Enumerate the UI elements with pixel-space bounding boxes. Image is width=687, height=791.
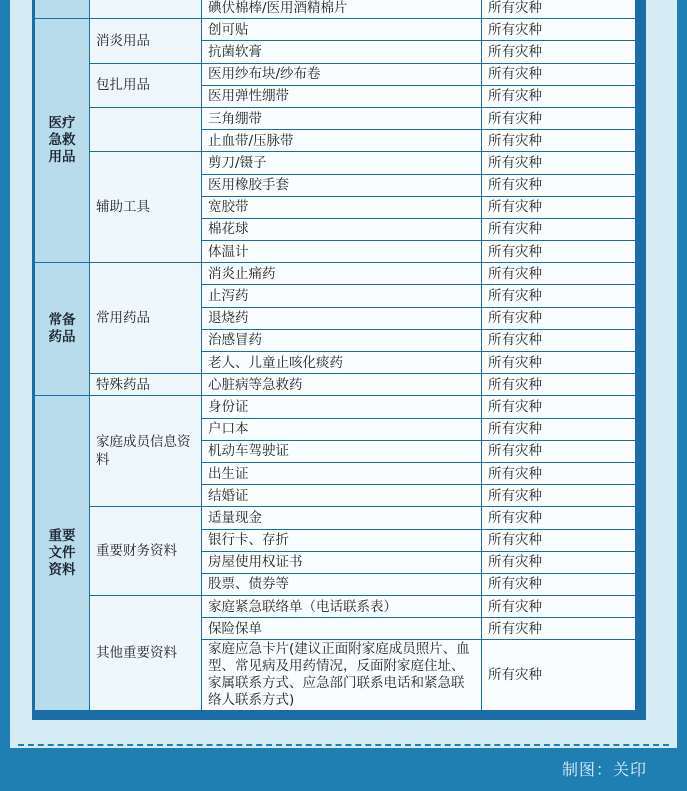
disaster-type-cell: 所有灾种 — [482, 41, 636, 63]
item-cell: 消炎止痛药 — [202, 263, 482, 285]
item-cell: 剪刀/镊子 — [202, 152, 482, 174]
item-cell: 身份证 — [202, 396, 482, 418]
item-cell: 棉花球 — [202, 218, 482, 240]
disaster-type-cell: 所有灾种 — [482, 485, 636, 507]
item-cell: 止血带/压脉带 — [202, 130, 482, 152]
item-cell: 保险保单 — [202, 618, 482, 640]
item-cell: 家庭应急卡片(建议正面附家庭成员照片、血型、常见病及用药情况，反面附家庭住址、家属联系方式、应急部门联系电话和紧急联络人联系方式) — [202, 640, 482, 711]
disaster-type-cell: 所有灾种 — [482, 529, 636, 551]
item-cell: 体温计 — [202, 241, 482, 263]
item-cell: 适量现金 — [202, 507, 482, 529]
disaster-type-cell: 所有灾种 — [482, 263, 636, 285]
disaster-type-cell: 所有灾种 — [482, 440, 636, 462]
item-cell: 退烧药 — [202, 307, 482, 329]
disaster-type-cell: 所有灾种 — [482, 640, 636, 711]
disaster-type-cell: 所有灾种 — [482, 130, 636, 152]
disaster-type-cell: 所有灾种 — [482, 618, 636, 640]
item-cell: 出生证 — [202, 462, 482, 484]
dashed-divider — [18, 744, 669, 746]
item-cell: 股票、债券等 — [202, 573, 482, 595]
category-cell — [35, 0, 90, 19]
disaster-type-cell: 所有灾种 — [482, 107, 636, 129]
item-cell: 医用弹性绷带 — [202, 85, 482, 107]
subcategory-cell — [90, 107, 202, 151]
emergency-supplies-table — [34, 0, 636, 711]
disaster-type-cell: 所有灾种 — [482, 329, 636, 351]
disaster-type-cell: 所有灾种 — [482, 374, 636, 396]
item-cell: 房屋使用权证书 — [202, 551, 482, 573]
disaster-type-cell: 所有灾种 — [482, 241, 636, 263]
item-cell: 户口本 — [202, 418, 482, 440]
item-cell: 银行卡、存折 — [202, 529, 482, 551]
disaster-type-cell: 所有灾种 — [482, 218, 636, 240]
disaster-type-cell: 所有灾种 — [482, 396, 636, 418]
subcategory-cell: 重要财务资料 — [90, 507, 202, 596]
table-row — [35, 107, 636, 129]
disaster-type-cell: 所有灾种 — [482, 174, 636, 196]
item-cell: 医用纱布块/纱布卷 — [202, 63, 482, 85]
category-cell: 常备 药品 — [35, 263, 90, 396]
table-row — [35, 0, 636, 19]
item-cell: 止泻药 — [202, 285, 482, 307]
table-row — [35, 263, 636, 285]
table-row — [35, 596, 636, 618]
category-cell: 医疗 急救 用品 — [35, 19, 90, 263]
item-cell: 家庭紧急联络单（电话联系表） — [202, 596, 482, 618]
table-row — [35, 374, 636, 396]
disaster-type-cell: 所有灾种 — [482, 596, 636, 618]
item-cell: 治感冒药 — [202, 329, 482, 351]
disaster-type-cell: 所有灾种 — [482, 462, 636, 484]
disaster-type-cell: 所有灾种 — [482, 507, 636, 529]
item-cell: 心脏病等急救药 — [202, 374, 482, 396]
item-cell: 抗菌软膏 — [202, 41, 482, 63]
subcategory-cell: 包扎用品 — [90, 63, 202, 107]
item-cell: 宽胶带 — [202, 196, 482, 218]
table-row — [35, 19, 636, 41]
table-row — [35, 63, 636, 85]
item-cell: 创可贴 — [202, 19, 482, 41]
subcategory-cell — [90, 0, 202, 19]
disaster-type-cell: 所有灾种 — [482, 352, 636, 374]
subcategory-cell: 消炎用品 — [90, 19, 202, 63]
category-cell: 重要 文件 资料 — [35, 396, 90, 711]
disaster-type-cell: 所有灾种 — [482, 418, 636, 440]
subcategory-cell: 辅助工具 — [90, 152, 202, 263]
item-cell: 医用橡胶手套 — [202, 174, 482, 196]
subcategory-cell: 特殊药品 — [90, 374, 202, 396]
item-cell: 碘伏棉棒/医用酒精棉片 — [202, 0, 482, 19]
item-cell: 老人、儿童止咳化痰药 — [202, 352, 482, 374]
subcategory-cell: 家庭成员信息资料 — [90, 396, 202, 507]
disaster-type-cell: 所有灾种 — [482, 63, 636, 85]
item-cell: 结婚证 — [202, 485, 482, 507]
disaster-type-cell: 所有灾种 — [482, 551, 636, 573]
disaster-type-cell: 所有灾种 — [482, 307, 636, 329]
disaster-type-cell: 所有灾种 — [482, 196, 636, 218]
disaster-type-cell: 所有灾种 — [482, 0, 636, 19]
disaster-type-cell: 所有灾种 — [482, 85, 636, 107]
table-row — [35, 396, 636, 418]
table-row — [35, 507, 636, 529]
item-cell: 机动车驾驶证 — [202, 440, 482, 462]
disaster-type-cell: 所有灾种 — [482, 152, 636, 174]
subcategory-cell: 其他重要资料 — [90, 596, 202, 711]
credit-text: 制图：关印 — [561, 762, 647, 779]
disaster-type-cell: 所有灾种 — [482, 19, 636, 41]
disaster-type-cell: 所有灾种 — [482, 573, 636, 595]
table-row — [35, 152, 636, 174]
disaster-type-cell: 所有灾种 — [482, 285, 636, 307]
item-cell: 三角绷带 — [202, 107, 482, 129]
subcategory-cell: 常用药品 — [90, 263, 202, 374]
